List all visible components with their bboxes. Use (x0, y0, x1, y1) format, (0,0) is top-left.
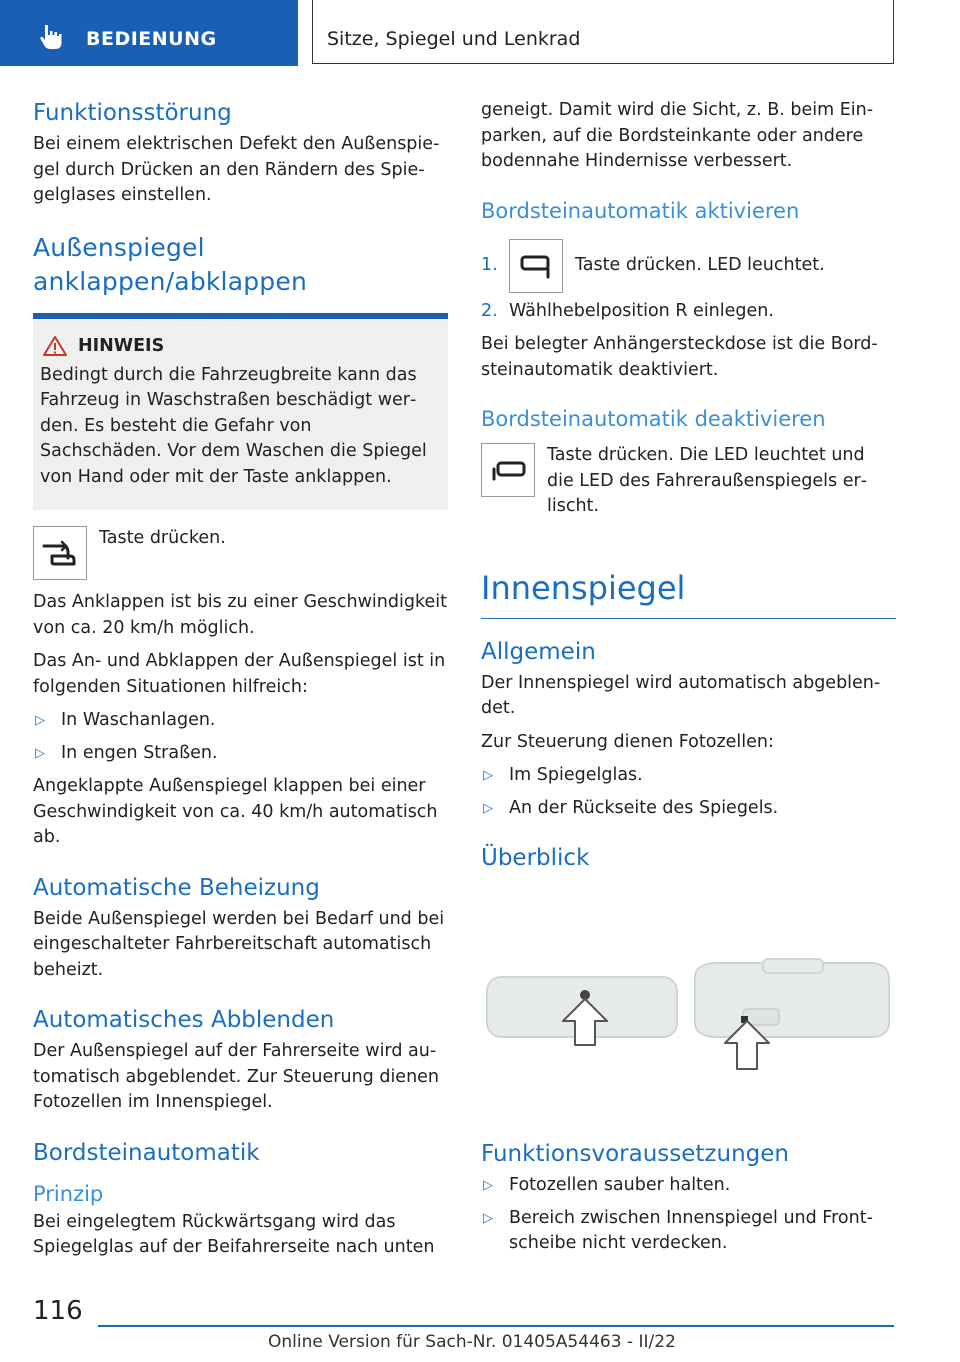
paragraph-prinzip: Bei eingelegtem Rückwärtsgang wird das Spiegelglas auf der Beifahrerseite nach unten (33, 1211, 435, 1257)
page-header (0, 0, 960, 66)
heading-deaktivieren: Bordsteinautomatik deaktivieren (481, 407, 826, 431)
fold-button-row (33, 526, 448, 580)
right-column (481, 98, 896, 1265)
page-footer (0, 1290, 960, 1362)
fold-button-text: Taste drücken. (99, 528, 226, 548)
triangle-bullet-icon: ▷ (35, 713, 45, 728)
deactivate-text: Taste drücken. Die LED leuchtet und die LED des Fahreraußenspiegels erlischt. (547, 445, 868, 516)
warning-triangle-icon (42, 335, 68, 357)
paragraph-general: Der Innenspiegel wird automatisch abgeblendet. (481, 672, 881, 718)
section-tab (0, 0, 298, 66)
paragraph-abblenden: Der Außenspiegel auf der Fahrerseite wird automatisch abgeblendet. Zur Steuerung dienen Fotozellen im Innenspiegel. (33, 1041, 440, 1112)
bullet-list-photocell (481, 763, 896, 821)
triangle-bullet-icon: ▷ (35, 745, 45, 761)
heading-bordsteinautomatik: Bordsteinautomatik (33, 1139, 260, 1166)
paragraph-helpful: Das An- und Abklappen der Außenspiegel ist in folgenden Situationen hilfreich: (33, 651, 446, 697)
footer-divider (98, 1325, 894, 1327)
chapter-title: Sitze, Spiegel und Lenkrad (327, 28, 581, 50)
paragraph-speed: Das Anklappen ist bis zu einer Geschwindigkeit von ca. 20 km/h möglich. (33, 592, 447, 638)
list-item: ▷ In engen Straßen. (33, 741, 448, 767)
chapter-box (312, 0, 894, 64)
list-item: ▷ Bereich zwischen Innenspiegel und Frontscheibe nicht verdecken. (483, 1207, 873, 1253)
triangle-bullet-icon: ▷ (483, 800, 493, 816)
rearview-mirror-illustration (481, 885, 896, 1125)
triangle-bullet-icon: ▷ (483, 1178, 493, 1193)
list-item: ▷ In Waschanlagen. (33, 708, 448, 734)
list-item: ▷ Fotozellen sauber halten. (481, 1173, 896, 1199)
hand-pointer-icon (38, 23, 68, 51)
paragraph-beheizung: Beide Außenspiegel werden bei Bedarf und bei eingeschalteter Fahrbereitschaft automatisch beheizt. (33, 908, 445, 980)
triangle-bullet-icon: ▷ (483, 1210, 493, 1226)
bullet-list-requirements (481, 1173, 896, 1257)
curb-button-icon (509, 239, 563, 293)
list-item: 2. Wählhebelposition R einlegen. (481, 300, 774, 321)
heading-ueberblick: Überblick (481, 845, 590, 871)
paragraph-autofold: Angeklappte Außenspiegel klappen bei einer Geschwindigkeit von ca. 40 km/h automatisch ab. (33, 776, 438, 847)
heading-anklappen: Außenspiegel anklappen/abklappen (33, 232, 307, 296)
curb-button-off-icon (481, 443, 535, 497)
deactivate-row (481, 443, 896, 520)
mirror-fold-button-icon (33, 526, 87, 580)
notice-box (33, 313, 448, 511)
heading-funktionsstoerung: Funktionsstörung (33, 100, 232, 126)
step-list (481, 239, 896, 325)
footer-text: Online Version für Sach-Nr. 01405A54463 - II/22 (268, 1332, 676, 1352)
notice-text: Bedingt durch die Fahrzeugbreite kann das Fahrzeug in Waschstraßen beschädigt werden. Es besteht die Gefahr von Sachschäden. Vor dem Waschen die Spiegel von Hand oder mit der Taste anklappen. (40, 364, 427, 487)
bullet-list-helpful (33, 708, 448, 766)
heading-beheizung: Automatische Beheizung (33, 874, 320, 901)
heading-aktivieren: Bordsteinautomatik aktivieren (481, 198, 800, 223)
triangle-bullet-icon: ▷ (483, 768, 493, 783)
heading-allgemein: Allgemein (481, 638, 596, 665)
paragraph-continued: geneigt. Damit wird die Sicht, z. B. beim Einparken, auf die Bordsteinkante oder andere bodennahe Hindernisse verbessert. (481, 100, 874, 171)
section-label: BEDIENUNG (86, 28, 217, 50)
list-item: ▷ An der Rückseite des Spiegels. (481, 796, 896, 822)
heading-abblenden: Automatisches Abblenden (33, 1007, 335, 1033)
paragraph-trailer: Bei belegter Anhängersteckdose ist die Bordsteinautomatik deaktiviert. (481, 334, 878, 380)
paragraph-photocell: Zur Steuerung dienen Fotozellen: (481, 731, 774, 752)
page-number: 116 (33, 1296, 83, 1326)
list-item: ▷ Im Spiegelglas. (481, 763, 896, 789)
mirror-illustration (481, 885, 896, 1125)
left-column (33, 98, 448, 1269)
heading-innenspiegel: Innenspiegel (481, 566, 896, 619)
notice-title: HINWEIS (78, 335, 165, 356)
heading-funktionsvoraussetzungen: Funktionsvoraussetzungen (481, 1141, 789, 1167)
list-item: 1. Taste drücken. LED leuchtet. (481, 239, 896, 293)
paragraph: Bei einem elektrischen Defekt den Außenspiegel durch Drücken an den Rändern des Spiegelglases einstellen. (33, 134, 440, 205)
heading-prinzip: Prinzip (33, 1181, 104, 1206)
